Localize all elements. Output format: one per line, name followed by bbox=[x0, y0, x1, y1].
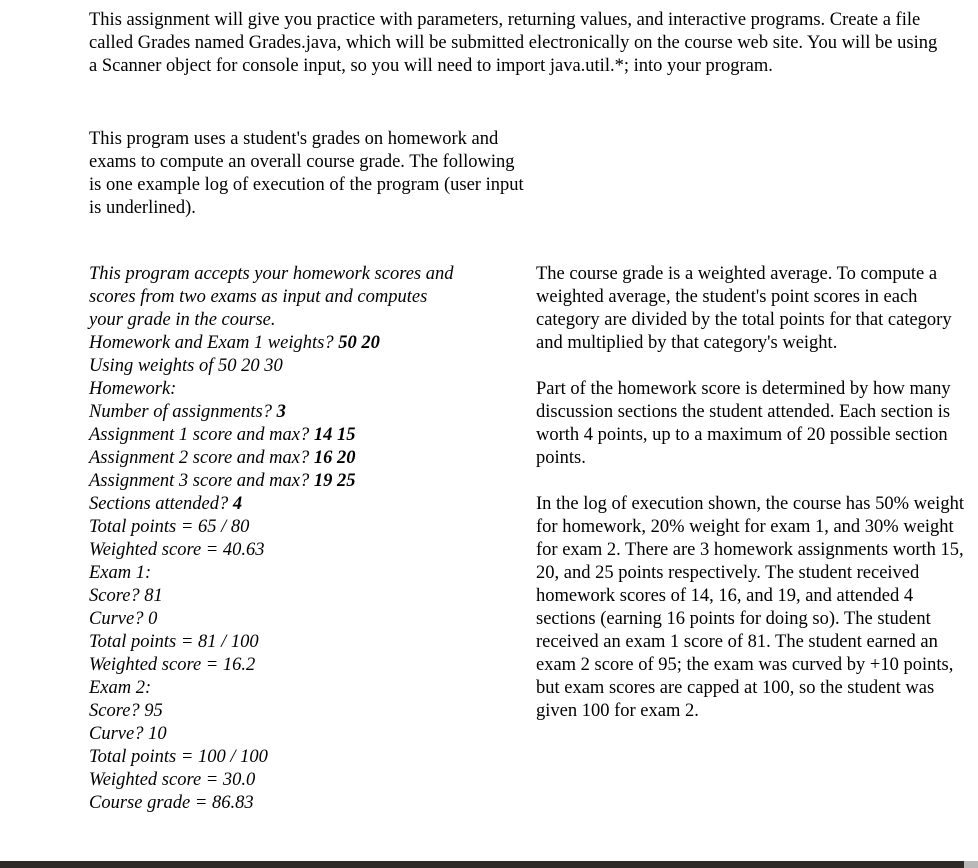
log-line: Exam 1: bbox=[89, 563, 152, 583]
log-line: Using weights of 50 20 30 bbox=[89, 356, 283, 376]
user-input: 4 bbox=[232, 494, 243, 514]
log-line: Weighted score = 16.2 bbox=[89, 655, 256, 675]
user-input: 50 20 bbox=[338, 333, 380, 353]
log-line: Total points = 100 / 100 bbox=[89, 747, 268, 767]
log-line: Curve? 10 bbox=[89, 724, 167, 744]
log-line: Sections attended? 4 bbox=[89, 494, 243, 514]
log-line: Weighted score = 30.0 bbox=[89, 770, 256, 790]
log-line: Course grade = 86.83 bbox=[89, 793, 254, 813]
program-description: This program uses a student's grades on homework and exams to compute an overall course grade. The following is one example log of execution of the program (user input is underlined). bbox=[89, 129, 524, 218]
user-input: 16 20 bbox=[313, 448, 356, 468]
user-input: 3 bbox=[276, 402, 286, 422]
bottom-bar bbox=[0, 861, 978, 868]
log-line: Assignment 1 score and max? 14 15 bbox=[89, 425, 356, 445]
intro-paragraph: This assignment will give you practice with parameters, returning values, and interactive programs. Create a file called Grades named Grades.java, which will be submitted electronically on the course web site. You will be using a Scanner object for console input, so you will need to import java.util.*; into your program. bbox=[89, 10, 938, 76]
log-line: Curve? 0 bbox=[89, 609, 158, 629]
user-input: 19 25 bbox=[313, 471, 356, 491]
log-explanation-paragraph: In the log of execution shown, the course has 50% weight for homework, 20% weight for exam 1, and 30% weight for exam 2. There are 3 homework assignments worth 15, 20, and 25 points respectively. The student received homework scores of 14, 16, and 19, and attended 4 sections (earning 16 points for doing so). The student received an exam 1 score of 81. The student earned an exam 2 score of 95; the exam was curved by +10 points, but exam scores are capped at 100, so the student was given 100 for exam 2. bbox=[536, 494, 964, 721]
log-line: Assignment 2 score and max? 16 20 bbox=[89, 448, 356, 468]
log-line: Homework: bbox=[89, 379, 177, 399]
log-line: scores from two exams as input and computes bbox=[89, 287, 428, 307]
log-line: Weighted score = 40.63 bbox=[89, 540, 265, 560]
log-line: Total points = 65 / 80 bbox=[89, 517, 250, 537]
log-line: Score? 81 bbox=[89, 586, 163, 606]
log-line: Exam 2: bbox=[89, 678, 152, 698]
log-line: Score? 95 bbox=[89, 701, 163, 721]
log-line: your grade in the course. bbox=[89, 310, 276, 330]
weighted-average-paragraph: The course grade is a weighted average. To compute a weighted average, the student's point scores in each category are divided by the total points for that category and multiplied by that category's weight. bbox=[536, 264, 952, 353]
log-line: This program accepts your homework scores and bbox=[89, 264, 454, 284]
execution-log bbox=[89, 263, 519, 815]
log-line: Homework and Exam 1 weights? 50 20 bbox=[89, 333, 380, 353]
log-line: Number of assignments? 3 bbox=[89, 402, 286, 422]
log-line: Total points = 81 / 100 bbox=[89, 632, 259, 652]
user-input: 14 15 bbox=[313, 425, 356, 445]
log-line: Assignment 3 score and max? 19 25 bbox=[89, 471, 356, 491]
bottom-bar-end bbox=[964, 861, 978, 868]
sections-paragraph: Part of the homework score is determined by how many discussion sections the student attended. Each section is worth 4 points, up to a maximum of 20 possible section points. bbox=[536, 379, 951, 468]
